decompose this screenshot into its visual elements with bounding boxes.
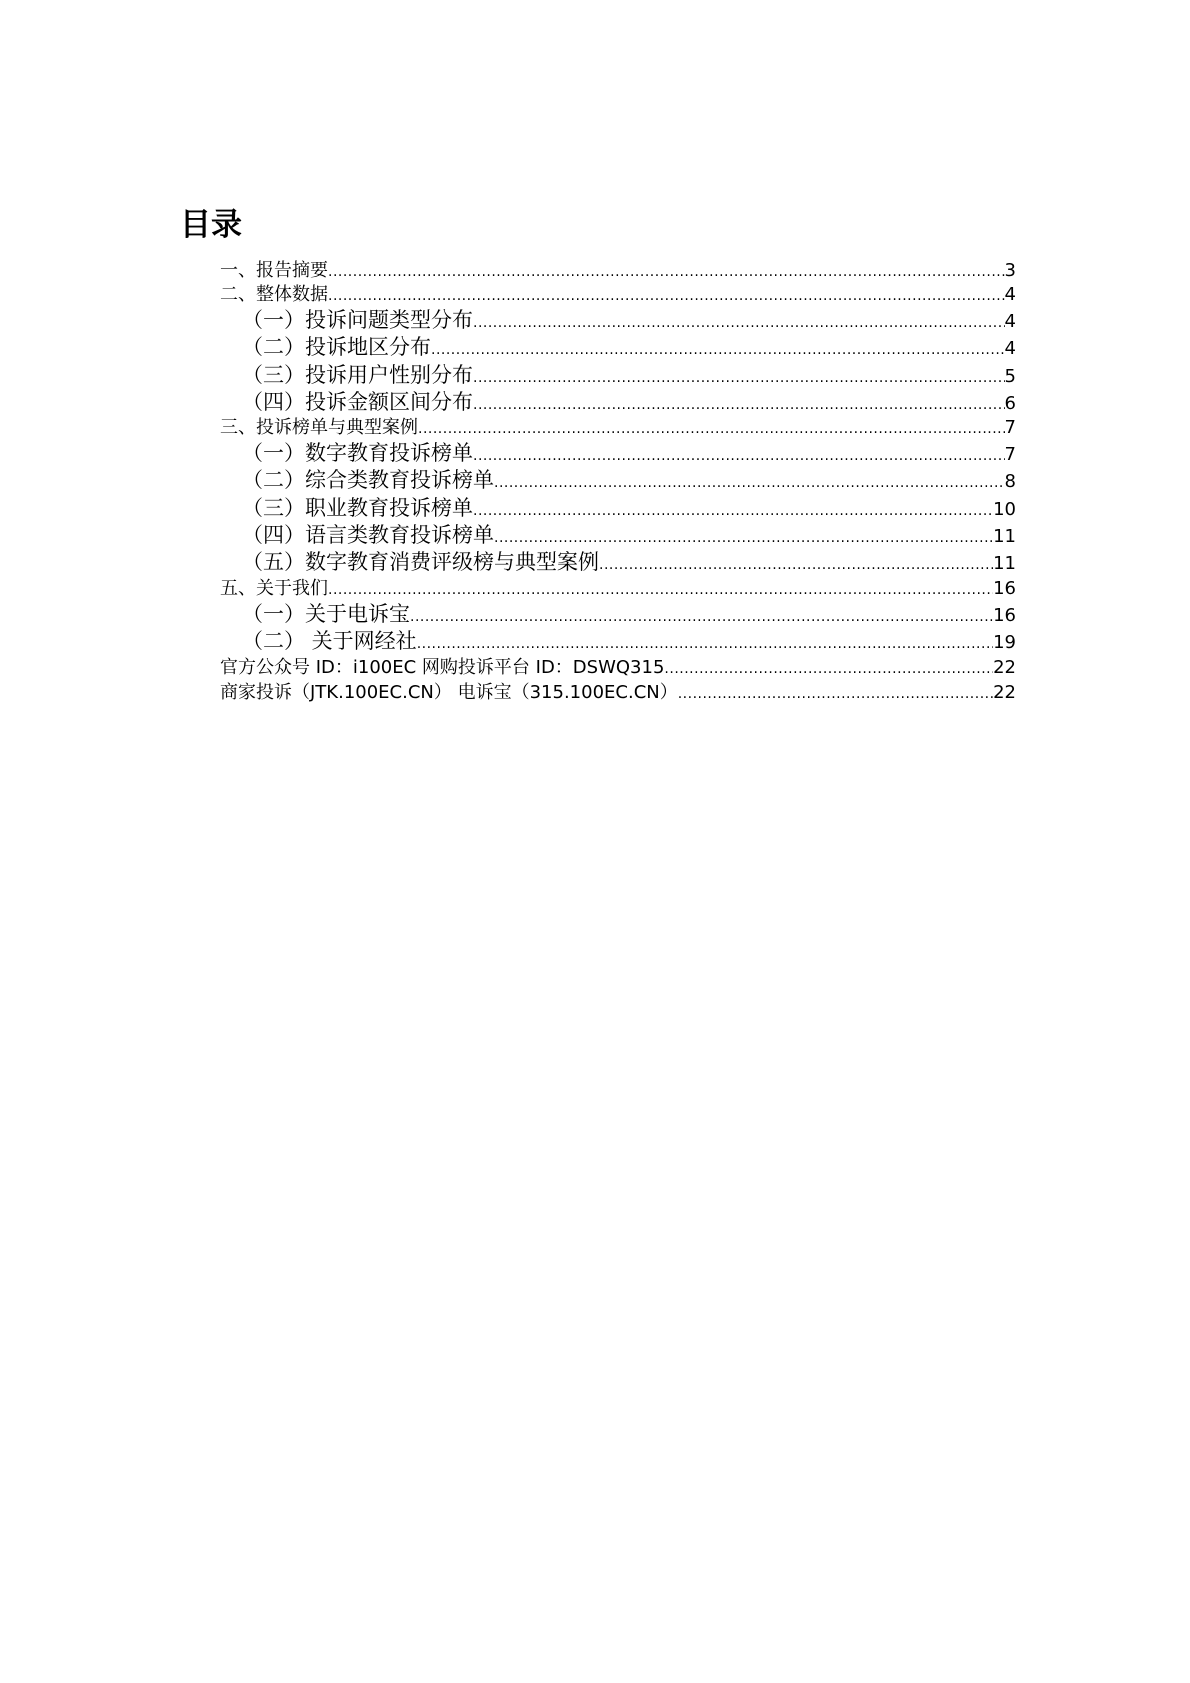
toc-page-number: 22 xyxy=(993,682,1016,704)
toc-dot-leader xyxy=(664,657,993,680)
toc-page-number: 6 xyxy=(1004,392,1016,414)
toc-entry-label: （四）投诉金额区间分布 xyxy=(242,389,473,414)
toc-entry-label: （二）综合类教育投诉榜单 xyxy=(242,468,494,493)
table-of-contents xyxy=(220,259,1016,705)
toc-entry-label: （二）投诉地区分布 xyxy=(242,335,431,360)
toc-entry-label: （一）投诉问题类型分布 xyxy=(242,308,473,332)
toc-entry-digital-education-ranking[interactable] xyxy=(220,440,1016,467)
toc-dot-leader xyxy=(328,260,1005,283)
toc-dot-leader xyxy=(328,284,1005,307)
toc-entry-label: （五）数字教育消费评级榜与典型案例 xyxy=(242,550,599,575)
toc-entry-report-summary[interactable] xyxy=(220,259,1016,283)
toc-entry-complaint-regions[interactable] xyxy=(220,334,1016,361)
toc-page-number: 11 xyxy=(993,553,1016,575)
toc-title: 目录 xyxy=(180,207,242,243)
toc-entry-complaint-types[interactable] xyxy=(220,307,1016,334)
toc-entry-language-education-ranking[interactable] xyxy=(220,522,1016,549)
toc-page-number: 3 xyxy=(1004,260,1016,281)
toc-page-number: 8 xyxy=(1004,471,1016,493)
toc-entry-comprehensive-education-ranking[interactable] xyxy=(220,467,1016,494)
toc-page-number: 5 xyxy=(1004,365,1016,387)
toc-dot-leader xyxy=(473,392,1005,416)
toc-page-number: 16 xyxy=(993,604,1016,626)
toc-page-number: 16 xyxy=(993,577,1016,599)
toc-entry-user-gender[interactable] xyxy=(220,362,1016,389)
toc-dot-leader xyxy=(473,365,1005,389)
toc-dot-leader xyxy=(328,578,993,601)
toc-page-number: 22 xyxy=(993,657,1016,679)
toc-page-number: 7 xyxy=(1004,417,1016,439)
toc-page-number: 4 xyxy=(1004,311,1016,332)
toc-entry-label: 商家投诉（JTK.100EC.CN） 电诉宝（315.100EC.CN） xyxy=(220,682,678,704)
toc-page-number: 4 xyxy=(1004,338,1016,360)
toc-dot-leader xyxy=(473,310,1005,334)
toc-entry-label: （三）投诉用户性别分布 xyxy=(242,362,473,387)
toc-page-number: 19 xyxy=(993,631,1016,653)
toc-entry-official-accounts[interactable] xyxy=(220,655,1016,680)
toc-entry-rankings-cases[interactable] xyxy=(220,416,1016,440)
toc-entry-vocational-education-ranking[interactable] xyxy=(220,495,1016,522)
toc-entry-overall-data[interactable] xyxy=(220,283,1016,307)
toc-page-number: 10 xyxy=(993,498,1016,520)
toc-entry-label: 五、关于我们 xyxy=(220,577,328,599)
toc-entry-amount-range[interactable] xyxy=(220,389,1016,416)
toc-entry-label: （三）职业教育投诉榜单 xyxy=(242,495,473,520)
toc-entry-consumer-rating-cases[interactable] xyxy=(220,549,1016,576)
toc-dot-leader xyxy=(410,604,993,628)
toc-entry-label: 三、投诉榜单与典型案例 xyxy=(220,417,418,439)
toc-dot-leader xyxy=(473,498,993,522)
toc-page-number: 7 xyxy=(1004,444,1016,466)
toc-entry-label: 一、报告摘要 xyxy=(220,260,328,281)
toc-dot-leader xyxy=(678,682,993,705)
toc-entry-about-wangjingshe[interactable] xyxy=(220,628,1016,655)
toc-entry-label: （二） 关于网经社 xyxy=(242,628,417,653)
toc-dot-leader xyxy=(417,631,993,655)
toc-dot-leader xyxy=(418,417,1005,440)
toc-entry-label: （一）关于电诉宝 xyxy=(242,601,410,626)
toc-dot-leader xyxy=(599,552,993,576)
toc-dot-leader xyxy=(494,525,993,549)
toc-entry-complaint-sites[interactable] xyxy=(220,680,1016,705)
toc-entry-about-dianshubao[interactable] xyxy=(220,601,1016,628)
toc-page-number: 4 xyxy=(1004,284,1016,305)
toc-page-number: 11 xyxy=(993,526,1016,548)
toc-dot-leader xyxy=(494,470,1005,494)
toc-entry-about-us[interactable] xyxy=(220,577,1016,601)
toc-dot-leader xyxy=(473,443,1005,467)
toc-dot-leader xyxy=(431,337,1005,361)
toc-entry-label: （四）语言类教育投诉榜单 xyxy=(242,523,494,548)
toc-entry-label: 二、整体数据 xyxy=(220,284,328,305)
toc-entry-label: （一）数字教育投诉榜单 xyxy=(242,441,473,466)
toc-entry-label: 官方公众号 ID：i100EC 网购投诉平台 ID：DSWQ315 xyxy=(220,657,665,679)
